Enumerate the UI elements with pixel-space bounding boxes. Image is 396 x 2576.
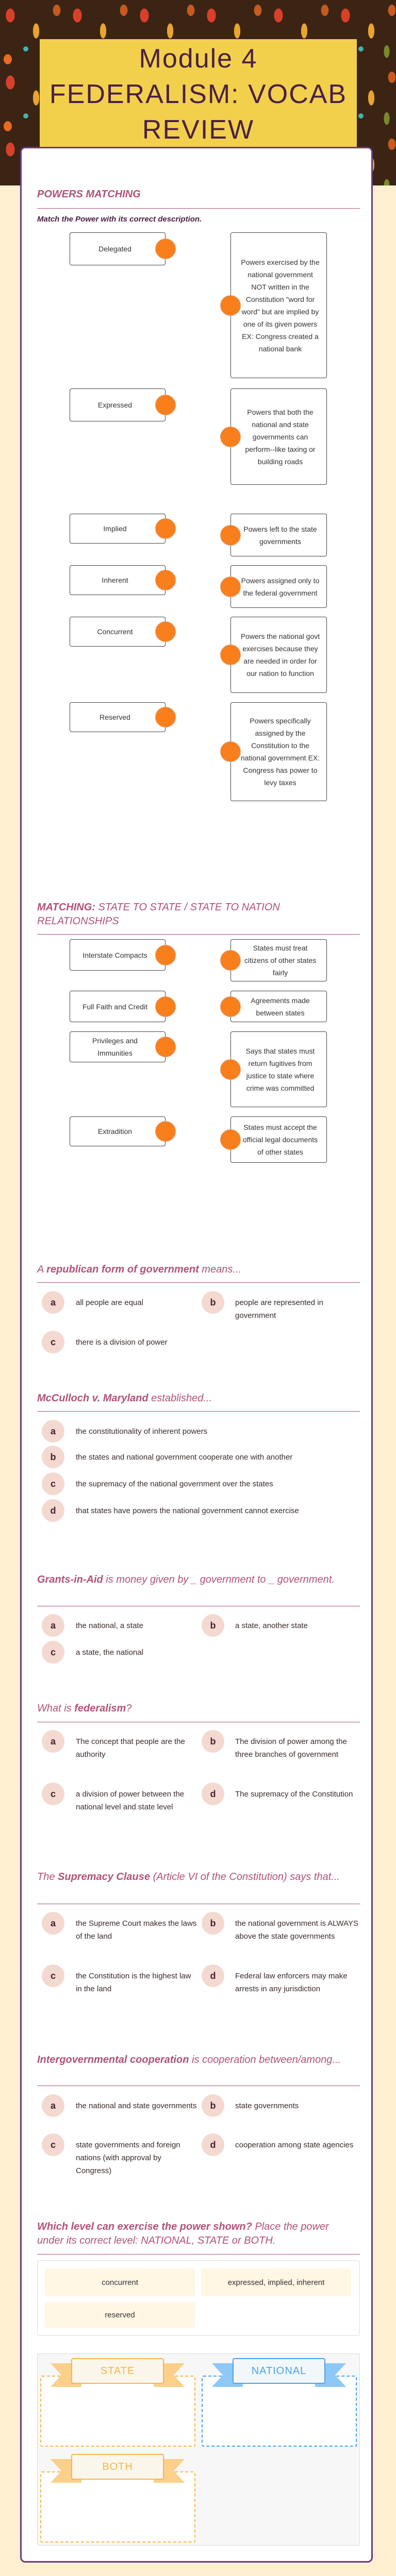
answer-option[interactable]: state governments	[235, 2102, 299, 2110]
match-term[interactable]: Implied	[70, 514, 166, 544]
title-line: FEDERALISM: VOCAB	[49, 79, 348, 109]
category-label: STATE	[71, 2358, 164, 2384]
worksheet-card	[20, 147, 373, 2563]
divider	[37, 1411, 360, 1412]
match-term[interactable]: Inherent	[70, 565, 166, 595]
option-letter-badge[interactable]: d	[42, 1499, 64, 1522]
match-description[interactable]: Powers assigned only to the federal government	[230, 565, 327, 608]
option-letter-badge[interactable]: c	[42, 1472, 64, 1495]
answer-option[interactable]: cooperation among state agencies	[235, 2141, 354, 2149]
answer-option[interactable]: The supremacy of the Constitution	[235, 1790, 353, 1799]
question-title	[37, 1392, 357, 1405]
option-letter-badge[interactable]: c	[42, 1641, 64, 1664]
answer-option[interactable]: all people are equal	[76, 1298, 143, 1307]
question-keyword: Grants-in-Aid	[37, 1574, 103, 1585]
category-ribbon	[51, 2358, 185, 2387]
sort-item[interactable]: concurrent	[45, 2268, 195, 2296]
option-letter-badge[interactable]: a	[42, 1730, 64, 1753]
question-text: ?	[126, 1703, 132, 1714]
section-title: POWERS MATCHING	[37, 189, 141, 200]
option-letter-badge[interactable]: d	[202, 1964, 224, 1987]
answer-option[interactable]: the Constitution is the highest law in the land	[76, 1972, 191, 1993]
instruction: Match the Power with its correct description.	[37, 215, 202, 224]
question-keyword: McCulloch v. Maryland	[37, 1393, 148, 1404]
match-term[interactable]: Interstate Compacts	[70, 939, 166, 971]
title-rest: Place the power under its correct level: NATIONAL, STATE or BOTH.	[37, 2221, 329, 2246]
answer-option[interactable]: there is a division of power	[76, 1338, 168, 1347]
answer-option[interactable]: people are represented in government	[235, 1298, 323, 1320]
drop-handle-icon[interactable]	[220, 1129, 241, 1150]
question-text: is money given by _ government to _ government.	[103, 1574, 335, 1585]
category-label: NATIONAL	[233, 2358, 325, 2384]
question-title	[37, 1263, 357, 1277]
category-ribbon	[51, 2454, 185, 2483]
drag-handle-icon[interactable]	[155, 518, 176, 539]
match-term[interactable]: Extradition	[70, 1116, 166, 1146]
question-keyword: republican form of government	[46, 1264, 199, 1275]
option-letter-badge[interactable]: b	[202, 1730, 224, 1753]
drag-handle-icon[interactable]	[155, 570, 176, 590]
match-term[interactable]: Full Faith and Credit	[70, 991, 166, 1022]
drag-handle-icon[interactable]	[155, 707, 176, 727]
answer-option[interactable]: The division of power among the three branches of government	[235, 1737, 347, 1759]
title-line: Module 4	[139, 44, 258, 74]
divider	[37, 1282, 360, 1283]
divider	[37, 2254, 360, 2255]
question-title	[37, 1870, 357, 1884]
sort-item-bank	[37, 2260, 360, 2336]
answer-option[interactable]: that states have powers the national government cannot exercise	[76, 1506, 299, 1515]
drop-handle-icon[interactable]	[220, 950, 241, 971]
answer-option[interactable]: the national, a state	[76, 1621, 143, 1630]
answer-option[interactable]: the constitutionality of inherent powers	[76, 1427, 208, 1436]
category-ribbon	[212, 2358, 346, 2387]
question-title	[37, 1573, 357, 1587]
drop-handle-icon[interactable]	[220, 1059, 241, 1080]
option-letter-badge[interactable]: a	[42, 1912, 64, 1935]
match-description[interactable]: Powers the national govt exercises because they are needed in order for our nation to function	[230, 617, 327, 693]
option-letter-badge[interactable]: c	[42, 1783, 64, 1805]
drag-handle-icon[interactable]	[155, 1121, 176, 1142]
page-title-banner	[40, 39, 357, 147]
question-text: The	[37, 1871, 58, 1883]
option-letter-badge[interactable]: a	[42, 2094, 64, 2117]
option-letter-badge[interactable]: a	[42, 1420, 64, 1443]
answer-option[interactable]: a state, the national	[76, 1648, 143, 1657]
drop-handle-icon[interactable]	[220, 295, 241, 316]
question-keyword: federalism	[74, 1703, 126, 1714]
drag-handle-icon[interactable]	[155, 239, 176, 259]
question-text: (Article VI of the Constitution) says that...	[150, 1871, 340, 1883]
drop-handle-icon[interactable]	[220, 741, 241, 762]
sort-item[interactable]: reserved	[45, 2302, 195, 2328]
section-title	[37, 2220, 357, 2248]
drop-handle-icon[interactable]	[220, 577, 241, 597]
answer-option[interactable]: the states and national government cooperate one with another	[76, 1453, 293, 1462]
question-text: established...	[148, 1393, 212, 1404]
option-letter-badge[interactable]: c	[42, 1331, 64, 1353]
answer-option[interactable]: the Supreme Court makes the laws of the land	[76, 1919, 197, 1941]
match-description[interactable]: States must treat citizens of other states fairly	[230, 939, 327, 981]
drop-handle-icon[interactable]	[220, 525, 241, 546]
question-title	[37, 1702, 357, 1716]
option-letter-badge[interactable]: b	[42, 1446, 64, 1468]
match-description[interactable]: Agreements made between states	[230, 991, 327, 1022]
match-term[interactable]: Expressed	[70, 388, 166, 421]
question-keyword: Supremacy Clause	[58, 1871, 151, 1883]
match-description[interactable]: Powers that both the national and state governments can perform--like taxing or building roads	[230, 388, 327, 485]
answer-option[interactable]: the supremacy of the national government over the states	[76, 1480, 273, 1488]
drag-handle-icon[interactable]	[155, 621, 176, 642]
option-letter-badge[interactable]: c	[42, 2133, 64, 2156]
category-label: BOTH	[71, 2454, 164, 2480]
match-description[interactable]: Powers left to the state governments	[230, 514, 327, 556]
match-term[interactable]: Privileges and Immunities	[70, 1031, 166, 1062]
option-letter-badge[interactable]: d	[202, 2133, 224, 2156]
answer-option[interactable]: The concept that people are the authority	[76, 1737, 185, 1759]
answer-option[interactable]: a division of power between the national level and state level	[76, 1790, 185, 1811]
match-description[interactable]: Powers specifically assigned by the Constitution to the national government EX: Congress has power to levy taxes	[230, 702, 327, 801]
divider	[37, 934, 360, 935]
option-letter-badge[interactable]: b	[202, 1291, 224, 1314]
option-letter-badge[interactable]: b	[202, 1912, 224, 1935]
drag-handle-icon[interactable]	[155, 996, 176, 1017]
title-rest: STATE TO STATE / STATE TO NATION RELATIONSHIPS	[37, 902, 280, 927]
answer-option[interactable]: state governments and foreign nations (with approval by Congress)	[76, 2141, 180, 2175]
match-term[interactable]: Delegated	[70, 232, 166, 265]
drag-handle-icon[interactable]	[155, 395, 176, 415]
match-description[interactable]: Says that states must return fugitives from justice to state where crime was committed	[230, 1031, 327, 1107]
answer-option[interactable]: a state, another state	[235, 1621, 308, 1630]
answer-option[interactable]: the national and state governments	[76, 2102, 197, 2110]
divider	[37, 208, 360, 209]
question-text: means...	[199, 1264, 242, 1275]
section-title	[37, 901, 357, 928]
title-line: REVIEW	[142, 115, 255, 145]
answer-option[interactable]: Federal law enforcers may make arrests in any jurisdiction	[235, 1972, 348, 1993]
option-letter-badge[interactable]: d	[202, 1783, 224, 1805]
match-term[interactable]: Concurrent	[70, 617, 166, 647]
match-description[interactable]: Powers exercised by the national government NOT written in the Constitution "word for word" but are implied by one of its given powers EX: Congress created a national bank	[230, 232, 327, 378]
option-letter-badge[interactable]: a	[42, 1291, 64, 1314]
option-letter-badge[interactable]: b	[202, 2094, 224, 2117]
drag-handle-icon[interactable]	[155, 945, 176, 965]
drop-handle-icon[interactable]	[220, 427, 241, 447]
question-text: A	[37, 1264, 47, 1275]
question-text: is cooperation between/among...	[189, 2054, 341, 2065]
question-text: What is	[37, 1703, 75, 1714]
question-title	[37, 2053, 357, 2067]
sort-item[interactable]: expressed, implied, inherent	[201, 2268, 351, 2296]
option-letter-badge[interactable]: c	[42, 1964, 64, 1987]
option-letter-badge[interactable]: a	[42, 1614, 64, 1637]
title-bold: MATCHING:	[37, 902, 95, 913]
title-bold: Which level can exercise the power shown?	[37, 2221, 252, 2232]
option-letter-badge[interactable]: b	[202, 1614, 224, 1637]
drag-handle-icon[interactable]	[155, 1037, 176, 1057]
match-description[interactable]: States must accept the official legal documents of other states	[230, 1116, 327, 1163]
match-term[interactable]: Reserved	[70, 702, 166, 732]
drop-handle-icon[interactable]	[220, 645, 241, 665]
question-keyword: Intergovernmental cooperation	[37, 2054, 189, 2065]
answer-option[interactable]: the national government is ALWAYS above the state governments	[235, 1919, 359, 1941]
sort-categories	[37, 2353, 360, 2546]
drop-handle-icon[interactable]	[220, 996, 241, 1017]
